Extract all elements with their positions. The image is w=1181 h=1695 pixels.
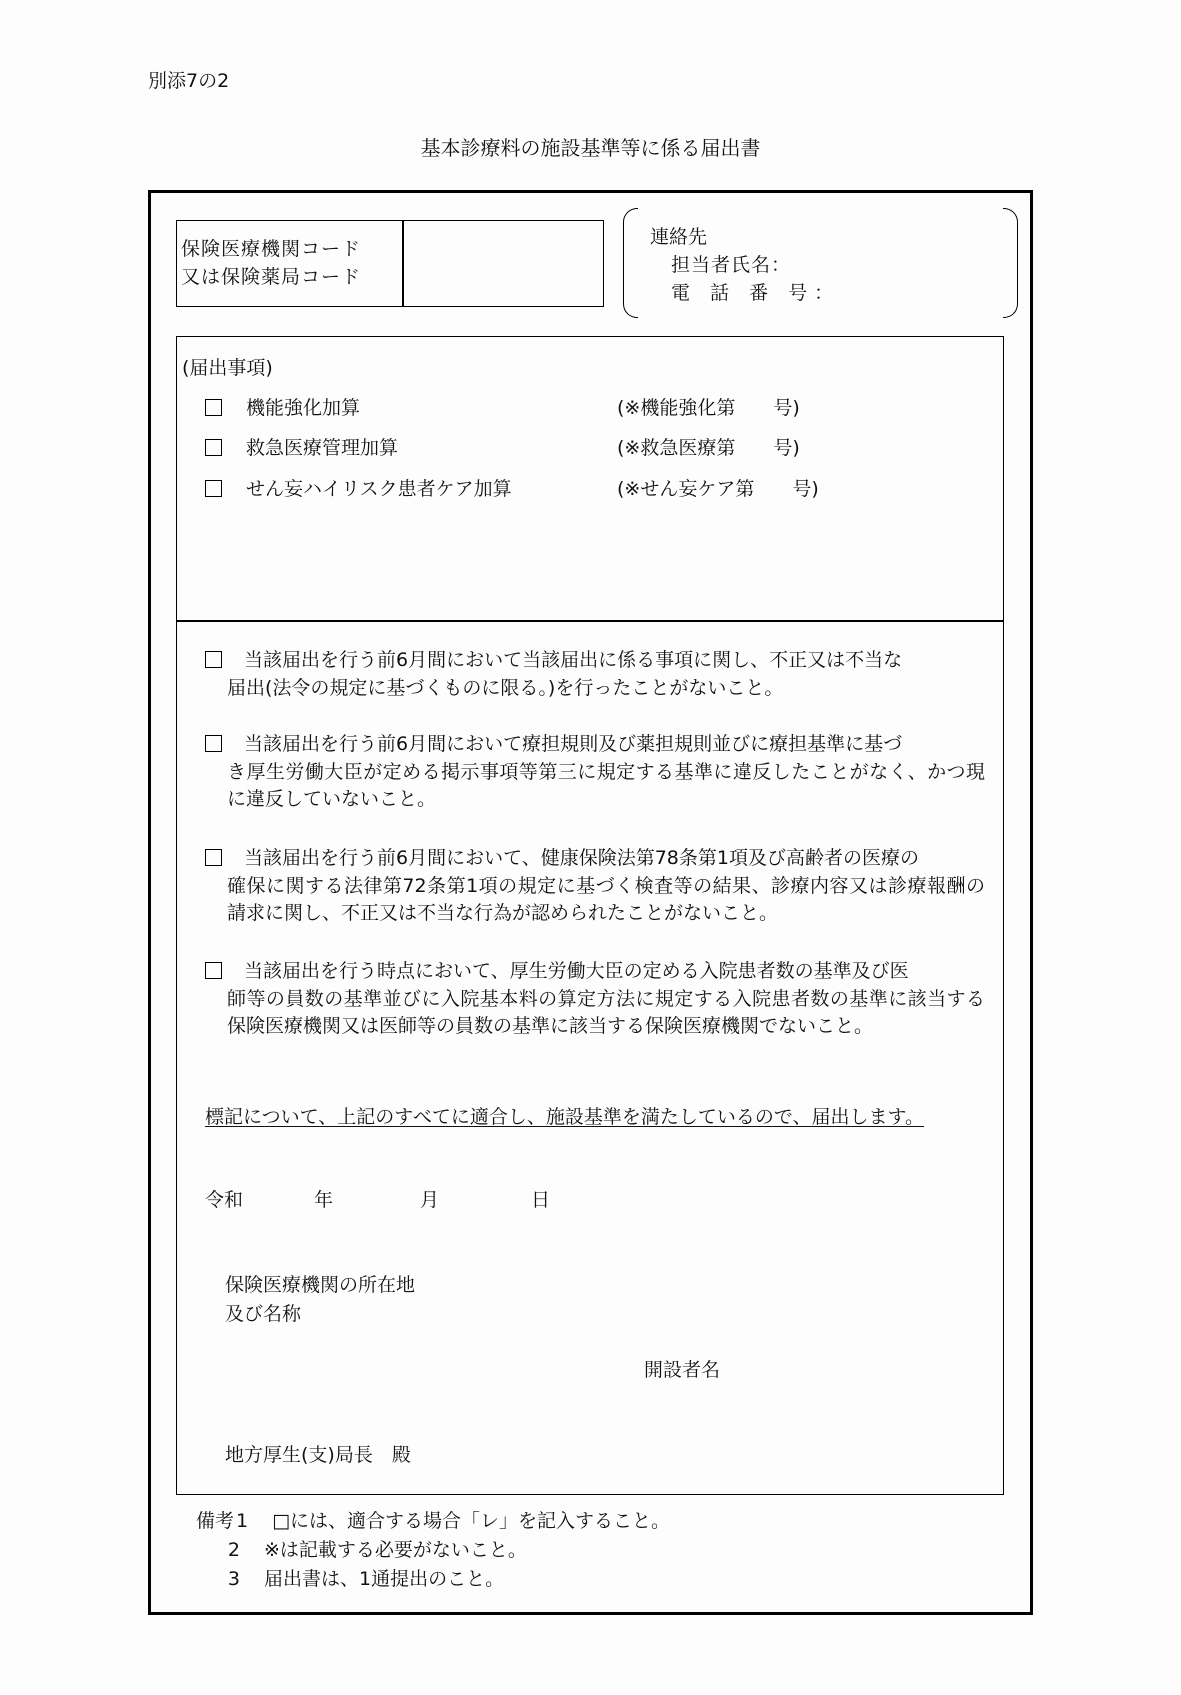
document-title: 基本診療料の施設基準等に係る届出書 [420,136,761,160]
notification-item: せん妄ハイリスク患者ケア加算 [205,474,512,501]
contact-heading: 連絡先 [650,226,708,248]
remark-item: 3 届出書は、1通提出のこと。 [227,1568,505,1590]
annex-label: 別添7の2 [148,70,230,92]
institution-code-box [176,220,604,307]
form-body [176,336,1004,1495]
remarks [196,1507,670,1594]
section-divider [177,620,1003,622]
declaration-item: 当該届出を行う前6月間において当該届出に係る事項に関し、不正又は不当な 届出(法令の規定に基づくものに限る。)を行ったことがないこと。 [205,647,985,702]
institution-code-field[interactable] [405,221,603,306]
code-box-divider [402,221,404,306]
contact-person-field[interactable]: 担当者氏名： [671,254,792,276]
date-day-label: 日 [531,1189,551,1211]
checkbox[interactable] [205,480,222,497]
checkbox[interactable] [205,849,222,866]
section-label: (届出事項) [182,357,273,379]
checkbox[interactable] [205,651,222,668]
institution-code-label: 保険医療機関コード 又は保険薬局コード [181,238,362,288]
declaration-item: 当該届出を行う前6月間において、健康保険法第78条第1項及び高齢者の医療の 確保に関する法律第72条第1項の規定に基づく検査等の結果、診療内容又は診療報酬の請求に関し、不正又は不当な行為が認められたことがないこと。 [205,845,985,928]
checkbox[interactable] [205,439,222,456]
institution-address-label: 保険医療機関の所在地 及び名称 [225,1274,416,1325]
declaration-item: 当該届出を行う時点において、厚生労働大臣の定める入院患者数の基準及び医 師等の員数の基準並びに入院基本料の算定方法に規定する入院患者数の基準に該当する保険医療機関又は医師等の員数の基準に該当する保険医療機関でないこと。 [205,958,985,1041]
remark-item: 備考 1 □には、適合する場合「レ」を記入すること。 [196,1510,671,1532]
checkbox[interactable] [205,962,222,979]
date-era: 令和 [205,1189,244,1211]
item-note: (※救急医療第 号) [617,437,800,459]
remark-item: 2 ※は記載する必要がないこと。 [227,1539,527,1561]
notification-item: 機能強化加算 [205,393,360,420]
date-year-label: 年 [314,1189,334,1211]
contact-box [623,208,1018,318]
date-month-label: 月 [420,1189,440,1211]
contact-phone-field[interactable]: 電 話 番 号： [671,282,841,304]
notification-item: 救急医療管理加算 [205,433,398,460]
conclusion-statement: 標記について、上記のすべてに適合し、施設基準を満たしているので、届出します。 [205,1106,924,1128]
addressee: 地方厚生(支)局長 殿 [225,1444,411,1466]
declaration-item: 当該届出を行う前6月間において療担規則及び薬担規則並びに療担基準に基づ き厚生労働大臣が定める掲示事項等第三に規定する基準に違反したことがなく、かつ現に違反していないこと。 [205,731,985,814]
checkbox[interactable] [205,399,222,416]
founder-name-label: 開設者名 [644,1359,721,1381]
item-note: (※せん妄ケア第 号) [617,478,819,500]
item-note: (※機能強化第 号) [617,397,800,419]
right-bracket [1003,208,1018,318]
left-bracket [623,208,638,318]
checkbox[interactable] [205,735,222,752]
